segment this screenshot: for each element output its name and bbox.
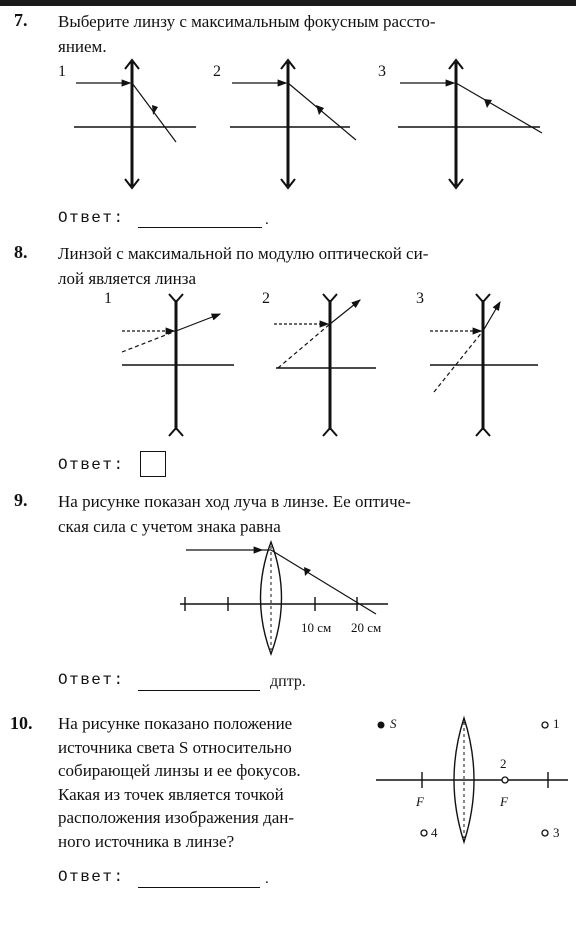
q10-source-label: S [390, 716, 397, 731]
q7-converging-lens-3 [398, 60, 542, 188]
q9-answer-label: Ответ: [58, 671, 125, 689]
q8-number: 8. [14, 242, 28, 262]
q9-text [58, 489, 558, 539]
q9-text-line: На рисунке показан ход луча в линзе. Ее оптиче- [58, 492, 411, 511]
q9-text-line: ская сила с учетом знака равна [58, 517, 281, 536]
q10-text-line: На рисунке показано положение [58, 714, 293, 733]
q10-point-4 [421, 830, 427, 836]
q8-answer-box[interactable] [140, 451, 166, 477]
q7-fig3-label: 3 [378, 63, 386, 80]
q10-point-1-label: 1 [553, 716, 560, 731]
q10-text-line: расположения изображения дан- [58, 808, 295, 827]
q10-point-1 [542, 722, 548, 728]
q10-text-line: Какая из точек является точкой [58, 784, 284, 804]
q8-diverging-lens-3 [430, 294, 538, 436]
q8-answer-label: Ответ: [58, 456, 125, 474]
q10-focus-right-label: F [500, 794, 508, 809]
q10-text [58, 712, 368, 853]
q9-answer-unit: дптр. [270, 673, 306, 690]
q7-number: 7. [14, 10, 28, 30]
q10-answer-dot: . [265, 871, 269, 887]
q7-converging-lens-2 [230, 60, 356, 188]
q8-text-line: лой является линза [58, 269, 196, 288]
q10-text-line: собирающей линзы и ее фокусов. [58, 761, 301, 780]
q7-fig2-label: 2 [213, 63, 221, 80]
q10-text-line: источника света S относительно [58, 737, 292, 757]
q10-point-2 [502, 777, 508, 783]
q9-answer-field[interactable] [138, 690, 260, 691]
q8-fig3-label: 3 [416, 290, 424, 307]
q8-text-line: Линзой с максимальной по модулю оптической си- [58, 244, 429, 263]
q10-point-3-label: 3 [553, 825, 560, 840]
q7-text-line: янием. [58, 37, 107, 56]
q8-diverging-lens-2 [274, 294, 376, 436]
q10-point-3 [542, 830, 548, 836]
q7-answer-dot: . [265, 212, 269, 228]
q10-point-4-label: 4 [431, 825, 438, 840]
q10-answer-label: Ответ: [58, 868, 125, 886]
q8-diverging-lens-1 [122, 294, 234, 436]
q10-text-line: ного источника в линзе? [58, 831, 235, 851]
q8-fig2-label: 2 [262, 290, 270, 307]
q10-focus-left-label: F [416, 794, 424, 809]
q10-lens-diagram [376, 718, 568, 842]
q9-number: 9. [14, 490, 28, 510]
q9-tick-label-20cm: 20 см [351, 620, 382, 635]
q10-answer-field[interactable] [138, 887, 260, 888]
q7-text-line: Выберите линзу с максимальным фокусным рассто- [58, 12, 436, 31]
q7-converging-lens-1 [74, 60, 196, 188]
q10-point-2-label: 2 [500, 756, 507, 771]
q10-source-point [378, 722, 385, 729]
q7-answer-label: Ответ: [58, 209, 125, 227]
q7-fig1-label: 1 [58, 63, 66, 80]
q9-converging-lens-diagram [180, 542, 388, 654]
q7-answer-field[interactable] [138, 227, 262, 228]
q8-fig1-label: 1 [104, 290, 112, 307]
q9-tick-label-10cm: 10 см [301, 620, 332, 635]
q8-text [58, 241, 558, 291]
q10-number: 10. [10, 713, 33, 733]
